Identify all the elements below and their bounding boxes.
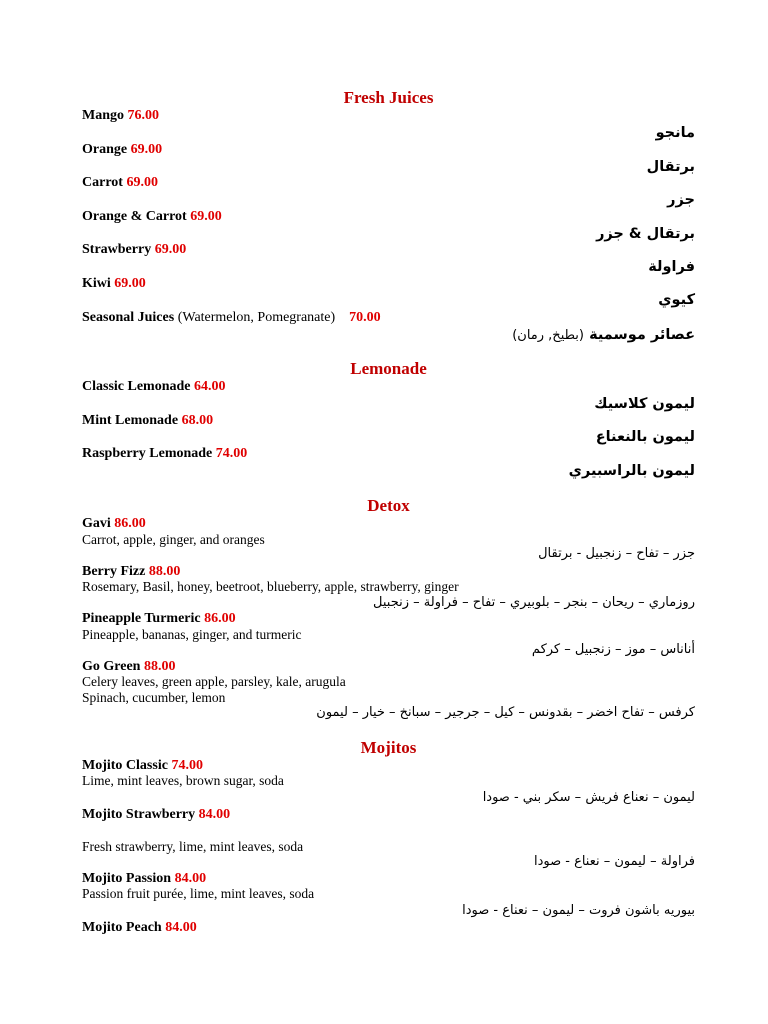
item-price: 74.00 <box>171 758 203 773</box>
item-price: 88.00 <box>143 659 176 674</box>
item-name: Mojito Classic <box>82 758 168 773</box>
menu-item-mojito-passion <box>82 870 206 887</box>
item-arabic-name: ليمون كلاسيك <box>594 396 695 412</box>
menu-item-strawberry <box>82 241 186 258</box>
item-name: Mojito Peach <box>82 920 162 935</box>
item-price: 70.00 <box>349 310 381 325</box>
item-arabic-name: مانجو <box>655 125 695 141</box>
menu-item-kiwi <box>82 275 146 292</box>
menu-item-pineapple-turmeric <box>82 610 236 627</box>
item-description-line-2: Spinach, cucumber, lemon <box>82 690 226 705</box>
item-price: 68.00 <box>181 413 214 428</box>
item-name: Mint Lemonade <box>82 413 179 428</box>
menu-item-carrot <box>82 174 158 191</box>
menu-item-berry-fizz <box>82 563 180 580</box>
section-title-fresh-juices: Fresh Juices <box>343 88 434 107</box>
item-arabic-description: جزر – تفاح – زنجبيل - برتقال <box>538 546 695 561</box>
item-arabic-description: أناناس – موز – زنجبيل – كركم <box>531 642 695 657</box>
item-arabic-name: فراولة <box>648 259 695 275</box>
item-name: Mojito Strawberry <box>82 807 196 822</box>
item-arabic-name: برتقال <box>646 159 695 175</box>
section-title-mojitos: Mojitos <box>360 738 417 757</box>
item-price: 69.00 <box>126 175 158 190</box>
item-description: Rosemary, Basil, honey, beetroot, blueberry, apple, strawberry, ginger <box>82 579 459 594</box>
menu-item-orange-carrot <box>82 208 222 225</box>
item-description: Pineapple, bananas, ginger, and turmeric <box>82 627 302 642</box>
menu-item-mojito-peach <box>82 919 197 936</box>
item-arabic-name: برتقال & جزر <box>596 226 695 242</box>
item-price: 64.00 <box>194 379 226 394</box>
item-description: Lime, mint leaves, brown sugar, soda <box>82 773 284 788</box>
item-price: 69.00 <box>130 142 163 157</box>
item-name: Classic Lemonade <box>82 379 191 394</box>
item-note: (Watermelon, Pomegranate) <box>177 310 336 325</box>
section-title-lemonade: Lemonade <box>350 359 427 378</box>
item-arabic-description: فراولة – ليمون – نعناع - صودا <box>533 854 695 869</box>
item-price: 69.00 <box>154 242 187 257</box>
menu-item-classic-lemonade <box>82 378 226 395</box>
item-arabic-description: كرفس – تفاح اخضر – بقدونس – كيل – جرجير – سبانخ – خيار – ليمون <box>316 705 695 720</box>
item-name: Gavi <box>82 516 111 531</box>
item-price: 86.00 <box>204 611 236 626</box>
item-name: Berry Fizz <box>82 564 146 579</box>
item-price: 74.00 <box>215 446 248 461</box>
item-price: 88.00 <box>148 564 181 579</box>
item-name: Strawberry <box>82 242 152 257</box>
item-name: Pineapple Turmeric <box>82 611 201 626</box>
item-arabic-name: ليمون بالنعناع <box>595 429 695 445</box>
item-name: Carrot <box>82 175 123 190</box>
item-price: 69.00 <box>114 276 146 291</box>
item-price: 86.00 <box>114 516 146 531</box>
item-price: 69.00 <box>190 209 222 224</box>
item-price: 84.00 <box>165 920 197 935</box>
item-description: Carrot, apple, ginger, and oranges <box>82 532 265 547</box>
item-name: Orange <box>82 142 128 157</box>
item-arabic-description: بيوريه باشون فروت – ليمون – نعناع - صودا <box>462 903 695 918</box>
item-name: Seasonal Juices <box>82 310 175 325</box>
item-arabic-description: ليمون – نعناع فريش – سكر بني - صودا <box>482 790 695 805</box>
item-name: Orange & Carrot <box>82 209 187 224</box>
item-name: Raspberry Lemonade <box>82 446 213 461</box>
item-price: 84.00 <box>174 871 207 886</box>
item-arabic-name <box>512 325 695 345</box>
menu-item-orange <box>82 141 162 158</box>
item-name: Mango <box>82 108 124 123</box>
item-arabic-description: روزماري – ريحان – بنجر – بلوبيري – تفاح – فراولة – زنجبيل <box>373 595 695 610</box>
item-arabic-note: (بطيخ, رمان) <box>512 328 584 343</box>
item-arabic-name-bold: عصائر موسمية <box>589 327 695 343</box>
menu-item-mojito-strawberry <box>82 806 230 823</box>
item-description: Passion fruit purée, lime, mint leaves, soda <box>82 886 315 901</box>
menu-item-seasonal-juices <box>82 309 381 326</box>
menu-item-mojito-classic <box>82 757 203 774</box>
menu-item-go-green <box>82 658 175 675</box>
menu-item-mango <box>82 107 159 124</box>
item-description: Celery leaves, green apple, parsley, kale, arugula <box>82 674 346 689</box>
item-name: Kiwi <box>82 276 111 291</box>
item-arabic-name: جزر <box>667 192 695 208</box>
item-arabic-name: كيوي <box>658 292 695 308</box>
item-description: Fresh strawberry, lime, mint leaves, soda <box>82 839 304 854</box>
item-name: Go Green <box>82 659 141 674</box>
menu-item-raspberry-lemonade <box>82 445 247 462</box>
menu-item-gavi <box>82 515 146 532</box>
item-price: 76.00 <box>127 108 159 123</box>
item-price: 84.00 <box>198 807 231 822</box>
menu-page <box>82 0 695 1024</box>
item-arabic-name: ليمون بالراسبيري <box>568 463 695 479</box>
item-name: Mojito Passion <box>82 871 172 886</box>
menu-item-mint-lemonade <box>82 412 213 429</box>
section-title-detox: Detox <box>367 496 410 515</box>
